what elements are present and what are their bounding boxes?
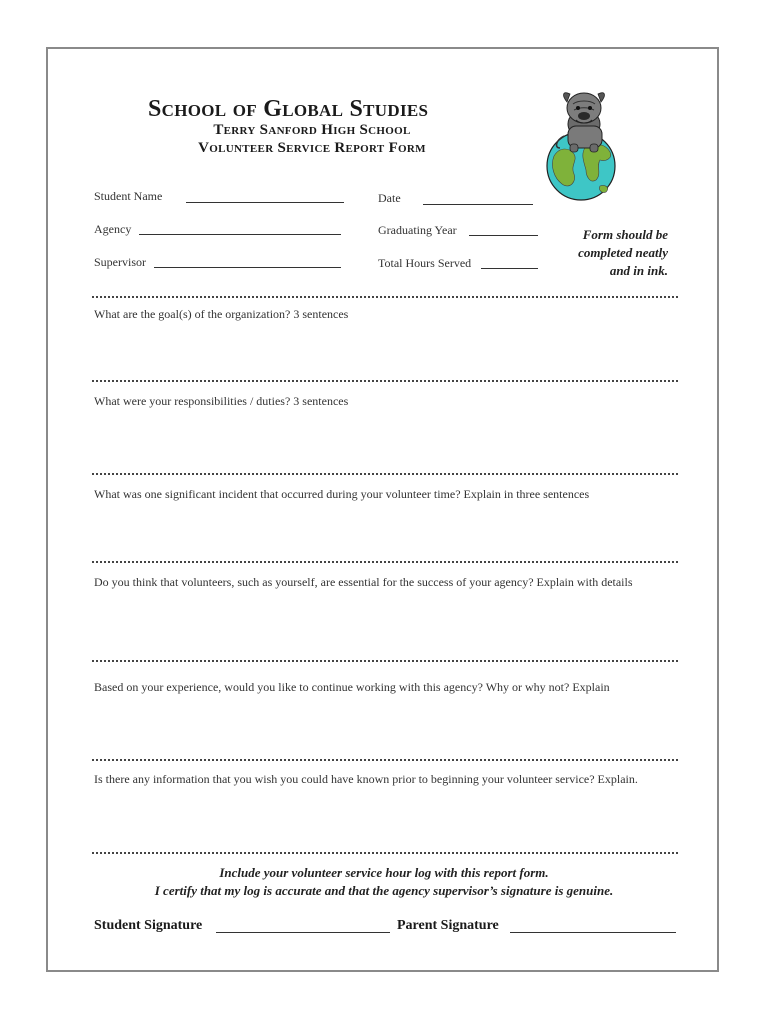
supervisor-label: Supervisor [94,255,146,269]
student-name-label: Student Name [94,189,163,203]
date-label: Date [378,191,401,205]
dotted-divider [92,296,678,298]
question-continue-working: Based on your experience, would you like to continue working with this agency? Why or why not? Explain [94,680,610,694]
question-goals: What are the goal(s) of the organization? 3 sentences [94,307,349,321]
total-hours-label: Total Hours Served [378,256,472,270]
parent-signature-label: Parent Signature [397,918,499,933]
dotted-divider [92,380,678,382]
form-title: School of Global Studies [148,96,429,122]
student-signature-line[interactable] [216,932,390,933]
certification-statement: I certify that my log is accurate and that the agency supervisor’s signature is genuine. [154,883,614,898]
agency-label: Agency [94,222,132,236]
form-name: Volunteer Service Report Form [198,140,426,156]
graduating-year-line[interactable] [469,235,538,236]
supervisor-line[interactable] [154,267,341,268]
student-signature-label: Student Signature [94,918,203,933]
dotted-divider [92,561,678,563]
dotted-divider [92,852,678,854]
agency-line[interactable] [139,234,341,235]
question-incident: What was one significant incident that occurred during your volunteer time? Explain in three sentences [94,487,590,501]
student-name-line[interactable] [186,202,344,203]
dotted-divider [92,759,678,761]
total-hours-line[interactable] [481,268,538,269]
parent-signature-line[interactable] [510,932,676,933]
dotted-divider [92,473,678,475]
school-name: Terry Sanford High School [213,122,411,138]
bulldog-globe-logo-icon [540,86,626,202]
log-instruction: Include your volunteer service hour log with this report form. [219,865,549,880]
ink-note: Form should be completed neatly and in ink. [578,227,668,278]
date-line[interactable] [423,204,533,205]
dotted-divider [92,660,678,662]
question-responsibilities: What were your responsibilities / duties? 3 sentences [94,394,349,408]
question-volunteers-essential: Do you think that volunteers, such as yourself, are essential for the success of your agency? Explain with details [94,575,633,589]
graduating-year-label: Graduating Year [378,223,457,237]
question-prior-information: Is there any information that you wish you could have known prior to beginning your volunteer service? Explain. [94,772,638,786]
